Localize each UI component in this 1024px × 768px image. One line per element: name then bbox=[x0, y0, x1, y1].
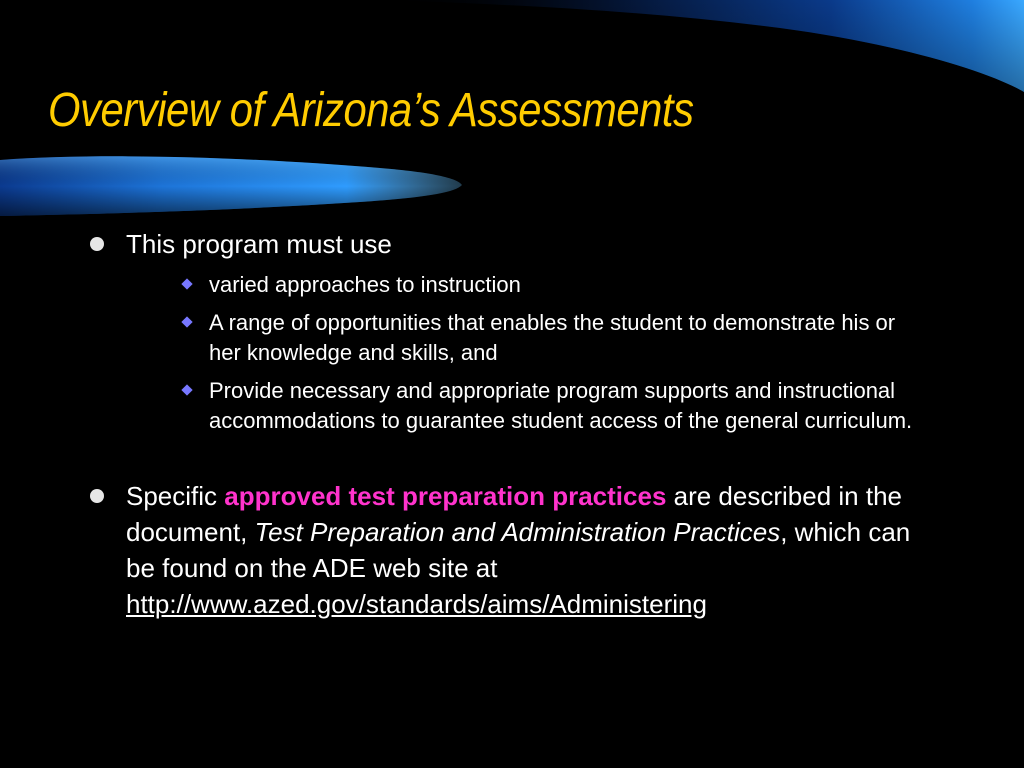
ade-website-link[interactable]: http://www.azed.gov/standards/aims/Administering bbox=[126, 589, 707, 619]
diamond-bullet-icon bbox=[181, 384, 192, 395]
bullet-dot-icon bbox=[90, 237, 104, 251]
bullet-suffix: , which can be found on the ADE web site at bbox=[126, 517, 911, 583]
slide-title: Overview of Arizona’s Assessments bbox=[48, 84, 694, 137]
diamond-bullet-icon bbox=[181, 316, 192, 327]
bullet-test-preparation bbox=[88, 478, 924, 622]
sub-bullet-text: varied approaches to instruction bbox=[209, 272, 521, 297]
document-title: Test Preparation and Administration Practices bbox=[254, 517, 781, 547]
sub-bullet-text: Provide necessary and appropriate program supports and instructional accommodations to guarantee student access of the general curriculum. bbox=[209, 378, 913, 433]
diamond-bullet-icon bbox=[181, 278, 192, 289]
highlight-approved-practices: approved test preparation practices bbox=[224, 481, 667, 511]
sub-bullet-item bbox=[126, 376, 924, 436]
sub-bullet-text: A range of opportunities that enables the student to demonstrate his or her knowledge and skills, and bbox=[209, 310, 896, 365]
sub-bullet-list bbox=[126, 270, 924, 436]
sub-bullet-item bbox=[126, 270, 924, 300]
slide-body bbox=[88, 226, 924, 622]
bullet-text: This program must use bbox=[126, 229, 392, 259]
bullet-middle: are described in the document, bbox=[126, 481, 902, 547]
sub-bullet-item bbox=[126, 308, 924, 368]
bullet-prefix: Specific bbox=[126, 481, 225, 511]
bullet-dot-icon bbox=[90, 489, 104, 503]
bullet-program-must-use bbox=[88, 226, 924, 436]
